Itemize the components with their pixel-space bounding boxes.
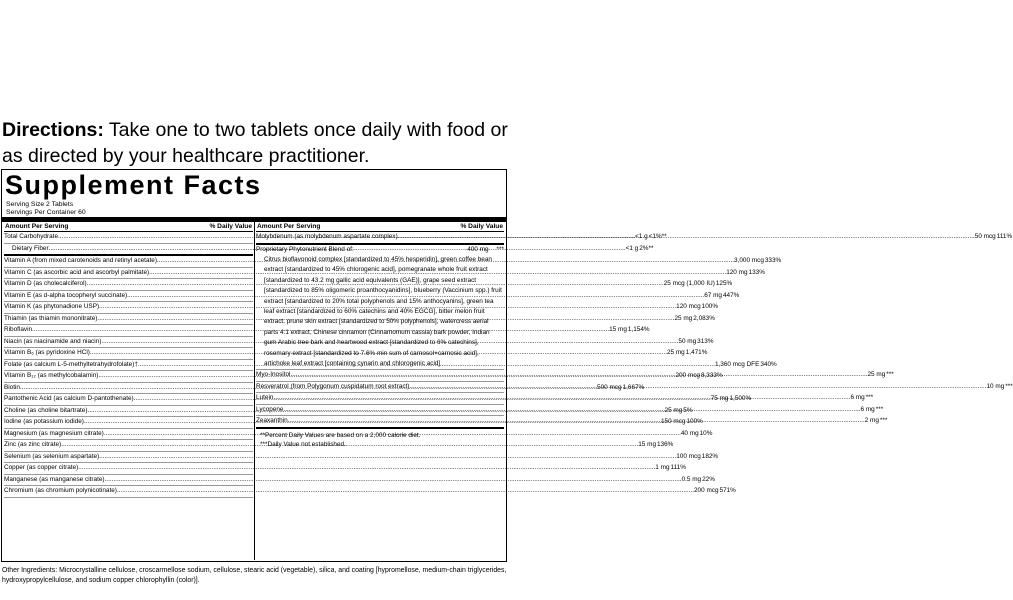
nutrient-amount: 500 mcg [597,383,622,391]
nutrient-amount: 67 mg [704,291,722,299]
blend-amount: 400 mg [467,245,489,253]
leader-dots [409,382,986,393]
nutrient-dv: 133% [748,268,765,276]
nutrient-amount: <1 g [625,244,639,252]
nutrient-row [4,314,715,326]
footnote-dv: **Percent Daily Values are based on a 2,000 calorie diet. [260,431,421,439]
nutrient-amount: 120 mcg [676,303,701,310]
nutrient-row [4,452,719,464]
nutrient-name: Thiamin (as thiamin mononitrate) [4,314,98,322]
nutrient-name: Resveratrol (from Polygonum cuspidatum root extract) [256,382,410,390]
left-header-dv: % Daily Value [209,223,252,230]
leader-dots [105,475,682,486]
nutrient-amount: 0.5 mg [681,475,702,483]
nutrient-amount: 15 mg [638,441,656,448]
directions-body: Take one to two tablets once daily with food or as directed by your healthcare practitioner. [2,119,508,167]
nutrient-dv: 136% [657,441,674,448]
nutrient-name: Copper (as copper citrate) [4,464,79,471]
leader-dots [290,370,867,381]
leader-dots [288,416,865,427]
nutrient-amount: 25 mg [664,406,683,414]
blend-name: Proprietary Phytonutrient Blend of: [256,245,354,253]
nutrient-amount: 75 mg [710,395,729,402]
leader-dots [273,393,850,404]
nutrient-dv: 313% [697,337,714,345]
nutrient-row [4,486,736,498]
nutrient-dv: 1,154% [627,326,650,333]
nutrient-amount: 6 mg [850,394,865,402]
nutrient-dv: 182% [701,452,719,460]
nutrient-name: Niacin (as niacinamide and niacin) [4,337,102,345]
nutrient-row [4,256,782,268]
nutrient-row [4,291,740,303]
leader-dots [117,486,694,497]
nutrient-amount: 200 mcg [694,487,719,494]
blend-description: Citrus bioflavonoid complex [standardized to 45% hesperidin], green coffee bean extract [standardized to 45% chlorogenic acid], pomegranate whole fruit extract [standardized to 43.2 mg gallic acid equivalents (GAE)], grape seed extract [standardized to 85% oligomeric proanthocyanidins], blueberry (Vaccinium spp.) fruit extract [standardized to 20% total polyphenols and 15% anthocyanins], green tea leaf extract [standardized to 60% catechins and 40% EGCG], bitter melon fruit extract, prune skin extract [standardized to 50% polyphenols], watercress aerial parts 4:1 extract, Chinese cinnamon (Cinnamomum cassia) bark powder, Indian gum Arabic tree bark and heartwood extract [standardized to 6% catechins], rosemary extract [standardized to 7.6% min sum of carnosol+carnosic acid], artichoke leaf extract [containing cynarin and chlorogenic acid] [264,255,502,367]
nutrient-amount: 25 mg [666,349,685,356]
serving-size: Serving Size 2 Tablets [6,201,74,208]
nutrient-name: Riboflavin [4,326,33,333]
nutrient-name: Chromium (as chromium polynicotinate) [4,487,117,494]
nutrient-row [4,279,733,291]
nutrient-name: Dietary Fiber [12,244,49,252]
nutrient-amount: 150 mcg [660,418,686,425]
nutrient-name: Total Carbohydrate [4,233,58,240]
directions-label: Directions: [2,119,104,141]
nutrient-row [4,475,715,487]
nutrient-name: Iodine (as potassium iodide) [4,418,84,425]
nutrient-row [4,302,719,314]
nutrient-name: Manganese (as manganese citrate) [4,475,105,483]
nutrient-name: Myo-Inositol [256,371,291,379]
leader-dots [78,463,655,474]
nutrient-dv: 10% [699,429,713,437]
nutrient-dv: *** [865,394,874,402]
nutrient-amount: 200 mcg [675,372,700,379]
nutrient-dv: 571% [719,487,736,494]
nutrient-name: Zinc (as zinc citrate) [4,441,62,448]
nutrient-amount: <1 g [635,233,648,240]
leader-dots [398,232,975,243]
nutrient-row [4,268,765,280]
nutrient-amount: 2 mg [864,417,879,425]
nutrient-dv: 1,500% [729,395,752,402]
nutrient-name: Vitamin E (as d-alpha tocopheryl succinate) [4,291,128,299]
nutrient-name: Magnesium (as magnesium citrate) [4,429,104,437]
servings-per-container: Servings Per Container 60 [6,209,86,216]
nutrient-dv: 5% [683,406,693,414]
nutrient-dv: *** [886,371,894,379]
nutrient-amount: 1,360 mcg DFE [714,360,760,368]
phytonutrient-blend [256,245,504,371]
nutrient-row [4,337,714,349]
nutrient-row [4,463,686,475]
nutrient-amount: 50 mcg [974,233,996,240]
nutrient-name: Vitamin A (from mixed carotenoids and retinyl acetate) [4,257,157,264]
nutrient-amount: 1 mg [655,464,670,471]
leader-dots [99,452,676,463]
nutrient-name: Folate (as calcium L-5-methyltetrahydrofolate)† [4,360,138,368]
panel-title: Supplement Facts [5,170,262,200]
nutrient-dv: 447% [722,291,740,299]
nutrient-dv: *** [875,405,884,413]
nutrient-name: Vitamin D (as cholecalciferol) [4,280,87,287]
nutrient-amount: 25 mcg (1,000 IU) [663,280,715,287]
nutrient-amount: 120 mg [726,268,748,276]
nutrient-row [4,360,777,372]
left-header [4,222,253,232]
nutrient-name: Selenium (as selenium aspartate) [4,452,100,460]
nutrient-dv: *** [1005,382,1013,390]
nutrient-dv: 100% [686,418,703,425]
blend-dv: *** [496,245,504,253]
nutrient-dv: <1%** [648,233,667,240]
nutrient-name: Biotin [4,383,20,391]
right-header-amount: Amount Per Serving [257,223,321,230]
nutrient-amount: 25 mg [867,371,886,379]
nutrient-amount: 10 mg [986,382,1005,390]
nutrient-dv: 111% [996,233,1013,240]
leader-dots [283,405,860,416]
directions-text [2,117,508,169]
supplement-facts-panel [1,169,1013,562]
nutrient-name: Vitamin K (as phytonadione USP) [4,303,100,310]
nutrient-name: Molybdenum (as molybdenum aspartate complex) [256,233,398,240]
nutrient-dv: 1,667% [622,383,645,391]
nutrient-dv: 100% [701,303,719,310]
other-ingredients: Other Ingredients: Microcrystalline cellulose, croscarmellose sodium, cellulose, stearic acid (vegetable), silica, and coating [hypromellose, medium-chain triglycerides, hydroxypropylcellulose, and sodium copper chlorophyllin (color)]. [2,567,507,584]
nutrient-name: Vitamin B₆ (as pyridoxine HCl) [4,349,90,356]
nutrient-dv: 8,333% [700,372,723,379]
right-header-dv: % Daily Value [460,223,503,230]
nutrient-amount: 15 mg [609,326,627,333]
nutrient-dv: 340% [760,360,777,368]
nutrient-amount: 50 mg [678,337,697,345]
nutrient-name: Zeaxanthin [256,417,288,425]
nutrient-dv: 2%** [639,244,654,252]
nutrient-dv: *** [879,417,888,425]
nutrient-name: Lycopene [256,405,284,413]
footnote-not-established: ***Daily Value not established. [260,440,346,448]
nutrient-amount: 100 mcg [676,452,701,460]
nutrient-amount: 6 mg [860,405,875,413]
nutrient-amount: 25 mg [674,314,693,322]
nutrient-name: Vitamin C (as ascorbic acid and ascorbyl palmitate) [4,268,150,276]
nutrient-row [4,325,650,337]
left-header-amount: Amount Per Serving [5,223,69,230]
nutrient-dv: 2,083% [693,314,715,322]
nutrient-amount: 3,000 mcg [734,257,764,264]
right-header [256,222,504,232]
nutrient-name: Vitamin B₁₂ (as methylcobalamin) [4,372,99,379]
nutrient-row [4,348,708,360]
nutrient-name: Choline (as choline bitartrate) [4,406,88,414]
nutrient-name: Pantothenic Acid (as calcium D-pantothenate) [4,395,134,402]
nutrient-dv: 125% [715,280,733,287]
nutrient-amount: 40 mg [680,429,699,437]
nutrient-name: Lutein [256,394,274,402]
nutrient-dv: 333% [764,257,782,264]
nutrient-dv: 111% [670,464,686,471]
nutrient-dv: 22% [702,475,715,483]
nutrient-dv: 1,471% [685,349,708,356]
